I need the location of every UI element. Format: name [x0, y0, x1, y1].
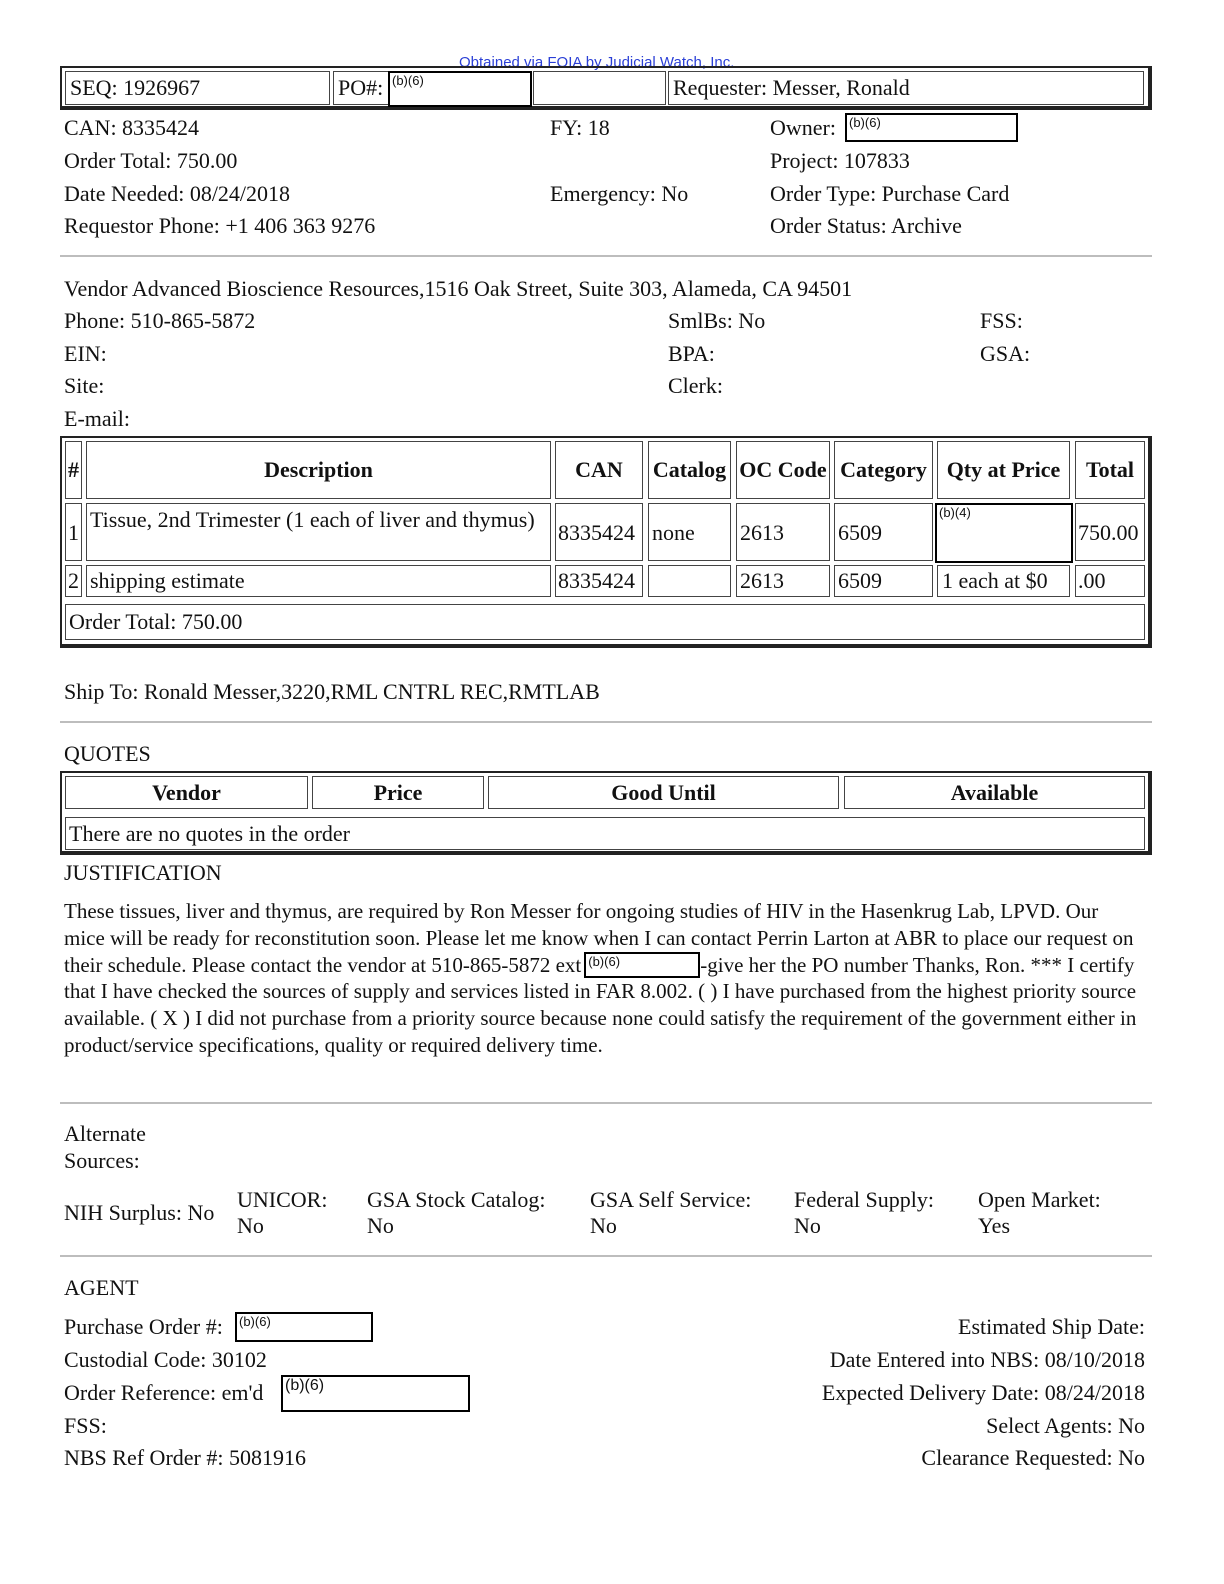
justification-text [64, 898, 1140, 1059]
quotes-header-price: Price [312, 776, 484, 809]
seq-cell [65, 71, 330, 105]
unicor-label: UNICOR: [237, 1187, 328, 1212]
estimated-ship-date: Estimated Ship Date: [958, 1314, 1145, 1339]
agent-title: AGENT [64, 1275, 139, 1300]
owner-label: Owner: [770, 115, 836, 140]
vendor-email: E-mail: [64, 406, 130, 431]
col-header-catalog: Catalog [648, 441, 731, 499]
table-row-catalog [648, 565, 731, 597]
divider [60, 255, 1152, 257]
fiscal-year: FY: 18 [550, 115, 610, 140]
requester-name: Requester: Messer, Ronald [673, 75, 910, 100]
unicor-value: No [237, 1213, 264, 1238]
can-number: CAN: 8335424 [64, 115, 200, 140]
federal-supply-label: Federal Supply: [794, 1187, 934, 1212]
open-market-value: Yes [978, 1213, 1011, 1238]
nih-surplus: NIH Surplus: No [64, 1200, 215, 1225]
table-row-can: 8335424 [555, 565, 643, 597]
table-row-number: 1 [65, 503, 82, 561]
order-type: Order Type: Purchase Card [770, 181, 1010, 206]
agent-po-label: Purchase Order #: [64, 1314, 223, 1339]
vendor-gsa: GSA: [980, 341, 1031, 366]
col-header-total: Total [1075, 441, 1145, 499]
divider [60, 721, 1152, 723]
justification-title: JUSTIFICATION [64, 860, 222, 885]
table-row-number: 2 [65, 565, 82, 597]
project-number: Project: 107833 [770, 148, 910, 173]
col-header-number: # [65, 441, 82, 499]
col-header-can: CAN [555, 441, 643, 499]
table-row-can: 8335424 [555, 503, 643, 561]
order-reference-label: Order Reference: em'd [64, 1380, 264, 1405]
table-row-total: .00 [1075, 565, 1145, 597]
custodial-code: Custodial Code: 30102 [64, 1347, 267, 1372]
open-market-label: Open Market: [978, 1187, 1101, 1212]
owner-redaction-box [845, 113, 1018, 142]
table-row-qty: 1 each at $0 [937, 565, 1070, 597]
owner-redaction-code: (b)(6) [849, 115, 881, 130]
ship-to: Ship To: Ronald Messer,3220,RML CNTRL REC,RMTLAB [64, 679, 600, 704]
col-header-qty-price: Qty at Price [937, 441, 1070, 499]
nbs-ref-order: NBS Ref Order #: 5081916 [64, 1445, 306, 1470]
order-reference-redaction-box [281, 1375, 470, 1412]
agent-fss: FSS: [64, 1413, 107, 1438]
requestor-phone: Requestor Phone: +1 406 363 9276 [64, 213, 376, 238]
order-total: Order Total: 750.00 [64, 148, 238, 173]
gsa-stock-value: No [367, 1213, 394, 1238]
quotes-title: QUOTES [64, 741, 151, 766]
seq-number: SEQ: 1926967 [70, 75, 201, 100]
gsa-self-label: GSA Self Service: [590, 1187, 752, 1212]
col-header-category: Category [834, 441, 933, 499]
col-header-description: Description [86, 441, 551, 499]
po-blank-cell [533, 71, 666, 105]
alternate-label-line2: Sources: [64, 1148, 140, 1173]
table-row-description: shipping estimate [86, 565, 551, 597]
col-header-oc-code: OC Code [736, 441, 830, 499]
agent-po-redaction-box [235, 1312, 373, 1342]
vendor-ein: EIN: [64, 341, 107, 366]
emergency-status: Emergency: No [550, 181, 689, 206]
po-redaction-code: (b)(6) [392, 73, 424, 88]
select-agents: Select Agents: No [986, 1413, 1145, 1438]
order-reference-redaction-code: (b)(6) [285, 1377, 325, 1394]
justification-redaction-box [584, 952, 700, 978]
federal-supply-value: No [794, 1213, 821, 1238]
clearance-requested: Clearance Requested: No [921, 1445, 1145, 1470]
items-order-total: Order Total: 750.00 [65, 604, 1145, 640]
date-entered-nbs: Date Entered into NBS: 08/10/2018 [829, 1347, 1145, 1372]
order-status: Order Status: Archive [770, 213, 962, 238]
alternate-label-line1: Alternate [64, 1121, 146, 1146]
po-redaction-box [388, 71, 532, 107]
foia-watermark: Obtained via FOIA by Judicial Watch, Inc. [459, 54, 735, 71]
qty-redaction-code: (b)(4) [939, 505, 971, 520]
table-row-oc-code: 2613 [736, 503, 830, 561]
agent-po-redaction-code: (b)(6) [239, 1314, 271, 1329]
vendor-bpa: BPA: [668, 341, 715, 366]
table-row-total: 750.00 [1075, 503, 1145, 561]
gsa-stock-label: GSA Stock Catalog: [367, 1187, 546, 1212]
quotes-empty-message: There are no quotes in the order [65, 817, 1145, 850]
justification-text-part1: These tissues, liver and thymus, are required by Ron Messer for ongoing studies of HIV in the Hasenkrug Lab, LPVD. Our mice will be ready for reconstitution soon. Please let me know when I can contact Perrin Larton at ABR to place our request on their schedule. Please contact the vendor at 510-865-5872 ext [64, 899, 1134, 977]
vendor-smlbs: SmlBs: No [668, 308, 766, 333]
table-row-catalog: none [648, 503, 731, 561]
divider [60, 1102, 1152, 1104]
divider [60, 1255, 1152, 1257]
date-needed: Date Needed: 08/24/2018 [64, 181, 291, 206]
vendor-phone: Phone: 510-865-5872 [64, 308, 256, 333]
table-row-description: Tissue, 2nd Trimester (1 each of liver and thymus) [86, 503, 551, 561]
table-row-oc-code: 2613 [736, 565, 830, 597]
expected-delivery-date: Expected Delivery Date: 08/24/2018 [821, 1380, 1145, 1405]
po-label: PO#: [338, 75, 384, 100]
quotes-header-available: Available [844, 776, 1145, 809]
gsa-self-value: No [590, 1213, 617, 1238]
quotes-header-vendor: Vendor [65, 776, 308, 809]
vendor-clerk: Clerk: [668, 373, 723, 398]
vendor-line: Vendor Advanced Bioscience Resources,1516 Oak Street, Suite 303, Alameda, CA 94501 [64, 276, 853, 301]
quotes-header-good-until: Good Until [488, 776, 839, 809]
vendor-fss: FSS: [980, 308, 1023, 333]
table-row-category: 6509 [834, 503, 933, 561]
table-row-category: 6509 [834, 565, 933, 597]
justification-text-part2: -give her the PO number Thanks, Ron. *** I certify that I have checked the sources of supply and services listed in FAR 8.002. ( ) I have purchased from the highest priority source available. ( X ) I did not purchase from a priority source because none could satisfy the requirement of the government either in product/service specifications, quality or required delivery time. [64, 952, 1137, 1057]
qty-redaction-box [935, 503, 1073, 563]
vendor-site: Site: [64, 373, 105, 398]
requester-cell [668, 71, 1144, 105]
justification-redaction-code: (b)(6) [588, 953, 621, 969]
